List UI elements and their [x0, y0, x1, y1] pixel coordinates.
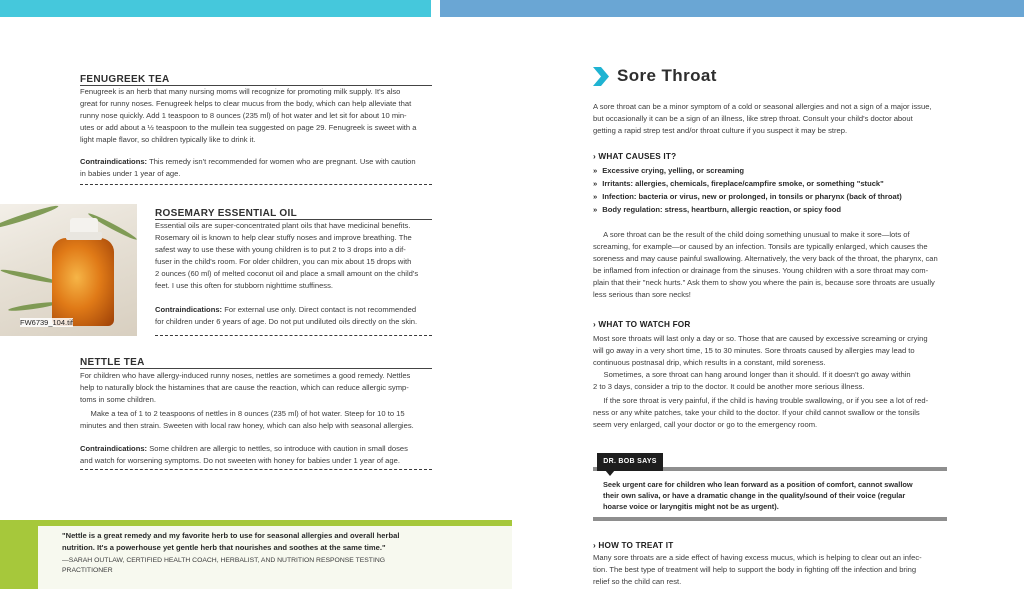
- fenugreek-line-5: light maple flavor, so children typically like to drink it.: [80, 135, 256, 144]
- fenugreek-contra-line-2: in babies under 1 year of age.: [80, 169, 181, 178]
- fenugreek-contraindications: [80, 156, 416, 168]
- bullet-icon: »: [593, 192, 598, 201]
- watch-para-3: continuous postnasal drip, which results in a constant, mild soreness.: [593, 358, 826, 367]
- rosemary-line-4: fuser in the child's room. For older children, you can mix about 15 drops with: [155, 257, 412, 266]
- causes-para-6: less serious than sore necks!: [593, 290, 691, 299]
- dr-bob-says-tag: DR. BOB SAYS: [597, 453, 663, 471]
- contra-text: This remedy isn't recommended for women who are pregnant. Use with caution: [147, 157, 416, 166]
- intro-line-3: getting a rapid strep test and/or throat culture if you suspect it may be strep.: [593, 126, 848, 135]
- amber-bottle: [52, 238, 114, 326]
- watch-para-7: ness or any white patches, take your child to the doctor. If your child cannot swallow or the tonsils: [593, 408, 920, 417]
- watch-para-5: 2 to 3 days, consider a trip to the doctor. It could be another more serious illness.: [593, 382, 865, 391]
- quote-accent-side: [0, 526, 38, 589]
- page-title: Sore Throat: [617, 66, 717, 85]
- dr-line-1: Seek urgent care for children who lean forward as a position of comfort, cannot swallow: [603, 480, 913, 489]
- fenugreek-line-1: Fenugreek is an herb that many nursing moms will recognize for promoting milk supply. It's also: [80, 87, 401, 96]
- essential-oil-photo: [0, 204, 137, 336]
- watch-heading: › WHAT TO WATCH FOR: [593, 320, 691, 329]
- cause-text: Body regulation: stress, heartburn, allergic reaction, or spicy food: [602, 205, 842, 214]
- intro-line-1: A sore throat can be a minor symptom of a cold or seasonal allergies and not a sign of a major issue,: [593, 102, 932, 111]
- dr-line-2: their own saliva, or have a dramatic change in the quality/sound of their voice (regular: [603, 491, 906, 500]
- header-color-bar-right: [440, 0, 1024, 17]
- watch-para-6: If the sore throat is very painful, if the child is having trouble swallowing, or if you see a lot of red-: [593, 396, 929, 405]
- list-item: [593, 205, 841, 214]
- fenugreek-line-2: great for runny noses. Fenugreek helps to clear mucus from the body, which can help alleviate that: [80, 99, 412, 108]
- treat-heading: › HOW TO TREAT IT: [593, 541, 674, 550]
- quote-accent-line: [0, 520, 512, 526]
- nettle-line-2: help to naturally block the histamines that are cause the reaction, which can reduce allergic symp-: [80, 383, 409, 392]
- fenugreek-line-4: utes or add about a ½ teaspoon to the mullein tea suggested on page 29. Fenugreek is sweet with a: [80, 123, 417, 132]
- causes-heading: › WHAT CAUSES IT?: [593, 152, 677, 161]
- rosemary-contraindications: [155, 304, 416, 316]
- watch-para-1: Most sore throats will last only a day or so. Those that are caused by excessive screaming or crying: [593, 334, 928, 343]
- quote-line-1: "Nettle is a great remedy and my favorite herb to use for seasonal allergies and overall herbal: [62, 531, 400, 540]
- rosemary-sprig: [0, 204, 59, 231]
- list-item: [593, 192, 902, 201]
- intro-line-2: but occasionally it can be a sign of an illness, like strep throat. Consult your child's doctor about: [593, 114, 913, 123]
- rosemary-line-1: Essential oils are super-concentrated plant oils that have medicinal benefits.: [155, 221, 411, 230]
- bullet-icon: »: [593, 179, 598, 188]
- nettle-line-3: toms in some children.: [80, 395, 156, 404]
- nettle-line-1: For children who have allergy-induced runny noses, nettles are sometimes a good remedy. Nettles: [80, 371, 411, 380]
- nettle-rule: [80, 368, 432, 369]
- rosemary-line-6: feet. I use this often for stubborn nighttime stuffiness.: [155, 281, 333, 290]
- treat-para-3: relief so the child can rest.: [593, 577, 682, 586]
- rosemary-sprig: [8, 301, 58, 313]
- nettle-divider: [80, 469, 432, 470]
- rosemary-sprig: [0, 268, 60, 285]
- contra-text: For external use only. Direct contact is not recommended: [222, 305, 417, 314]
- treat-para-1: Many sore throats are a side effect of having excess mucus, which is helping to clear out an infec-: [593, 553, 922, 562]
- quote-line-2: nutrition. It's a powerhouse yet gentle herb that nourishes and soothes at the same time.": [62, 543, 386, 552]
- watch-para-4: Sometimes, a sore throat can hang around longer than it should. If it doesn't go away within: [593, 370, 911, 379]
- rosemary-heading: ROSEMARY ESSENTIAL OIL: [155, 208, 297, 219]
- rosemary-divider: [155, 335, 432, 336]
- cause-text: Infection: bacteria or virus, new or prolonged, in tonsils or pharynx (back of throat): [602, 192, 902, 201]
- causes-para-4: be inflamed from infection or drainage from the sinuses. Young children with a sore throat may com-: [593, 266, 929, 275]
- watch-para-2: will go away in a very short time, 15 to 30 minutes. Sore throats caused by allergies may lead to: [593, 346, 915, 355]
- list-item: [593, 166, 744, 175]
- list-item: [593, 179, 884, 188]
- watch-para-8: seem very enlarged, call your doctor or go to the emergency room.: [593, 420, 818, 429]
- nettle-contra-line-2: and watch for worsening symptoms. Do not sweeten with honey for babies under 1 year of age.: [80, 456, 400, 465]
- nettle-line-4: Make a tea of 1 to 2 teaspoons of nettles in 8 ounces (235 ml) of hot water. Steep for 10 to 15: [80, 409, 405, 418]
- rosemary-contra-line-2: for children under 6 years of age. Do not put undiluted oils directly on the skin.: [155, 317, 418, 326]
- cause-text: Excessive crying, yelling, or screaming: [602, 166, 745, 175]
- fenugreek-divider: [80, 184, 432, 185]
- header-color-bar-left: [0, 0, 431, 17]
- fenugreek-heading: FENUGREEK TEA: [80, 74, 170, 85]
- fenugreek-line-3: runny nose quickly. Add 1 teaspoon to 8 ounces (235 ml) of hot water and let sit for about 10 min-: [80, 111, 407, 120]
- causes-para-2: screaming, for example—or caused by an infection. Tonsils are typically enlarged, which causes the: [593, 242, 928, 251]
- chevron-right-icon: [593, 67, 609, 86]
- dr-line-3: hoarse voice or laryngitis might not be as urgent).: [603, 502, 779, 511]
- page-gutter: [431, 0, 440, 589]
- quote-attribution-1: —SARAH OUTLAW, CERTIFIED HEALTH COACH, HERBALIST, AND NUTRITION RESPONSE TESTING: [62, 557, 386, 564]
- causes-para-1: A sore throat can be the result of the child doing something unusual to make it sore—lots of: [593, 230, 910, 239]
- bullet-icon: »: [593, 205, 598, 214]
- contra-text: Some children are allergic to nettles, so introduce with caution in small doses: [147, 444, 408, 453]
- causes-para-5: plain that their "neck hurts." Ask them to show you where the pain is, because sore throats are usually: [593, 278, 935, 287]
- image-caption: FW6739_104.tif: [20, 318, 73, 327]
- contra-label: Contraindications:: [80, 444, 148, 453]
- rosemary-line-2: Rosemary oil is known to help clear stuffy noses and improve breathing. The: [155, 233, 412, 242]
- callout-bottom-bar: [593, 517, 947, 521]
- nettle-heading: NETTLE TEA: [80, 357, 145, 368]
- treat-para-2: tion. The best type of treatment will help to support the body in fighting off the infection and bring: [593, 565, 917, 574]
- contra-label: Contraindications:: [80, 157, 148, 166]
- bottle-cap-ring: [66, 232, 102, 240]
- rosemary-line-5: 2 ounces (60 ml) of melted coconut oil and place a small amount on the child's: [155, 269, 419, 278]
- causes-para-3: soreness and may cause painful swallowing. Alternatively, the very back of the throat, the pharynx, can: [593, 254, 938, 263]
- quote-attribution-2: PRACTITIONER: [62, 567, 113, 574]
- rosemary-line-3: safest way to use these with young children is to put 2 to 3 drops into a dif-: [155, 245, 406, 254]
- nettle-contraindications: [80, 443, 408, 455]
- cause-text: Irritants: allergies, chemicals, fireplace/campfire smoke, or something "stuck": [602, 179, 884, 188]
- bullet-icon: »: [593, 166, 598, 175]
- contra-label: Contraindications:: [155, 305, 223, 314]
- nettle-line-5: minutes and then strain. Sweeten with local raw honey, which can also help with seasonal allergies.: [80, 421, 414, 430]
